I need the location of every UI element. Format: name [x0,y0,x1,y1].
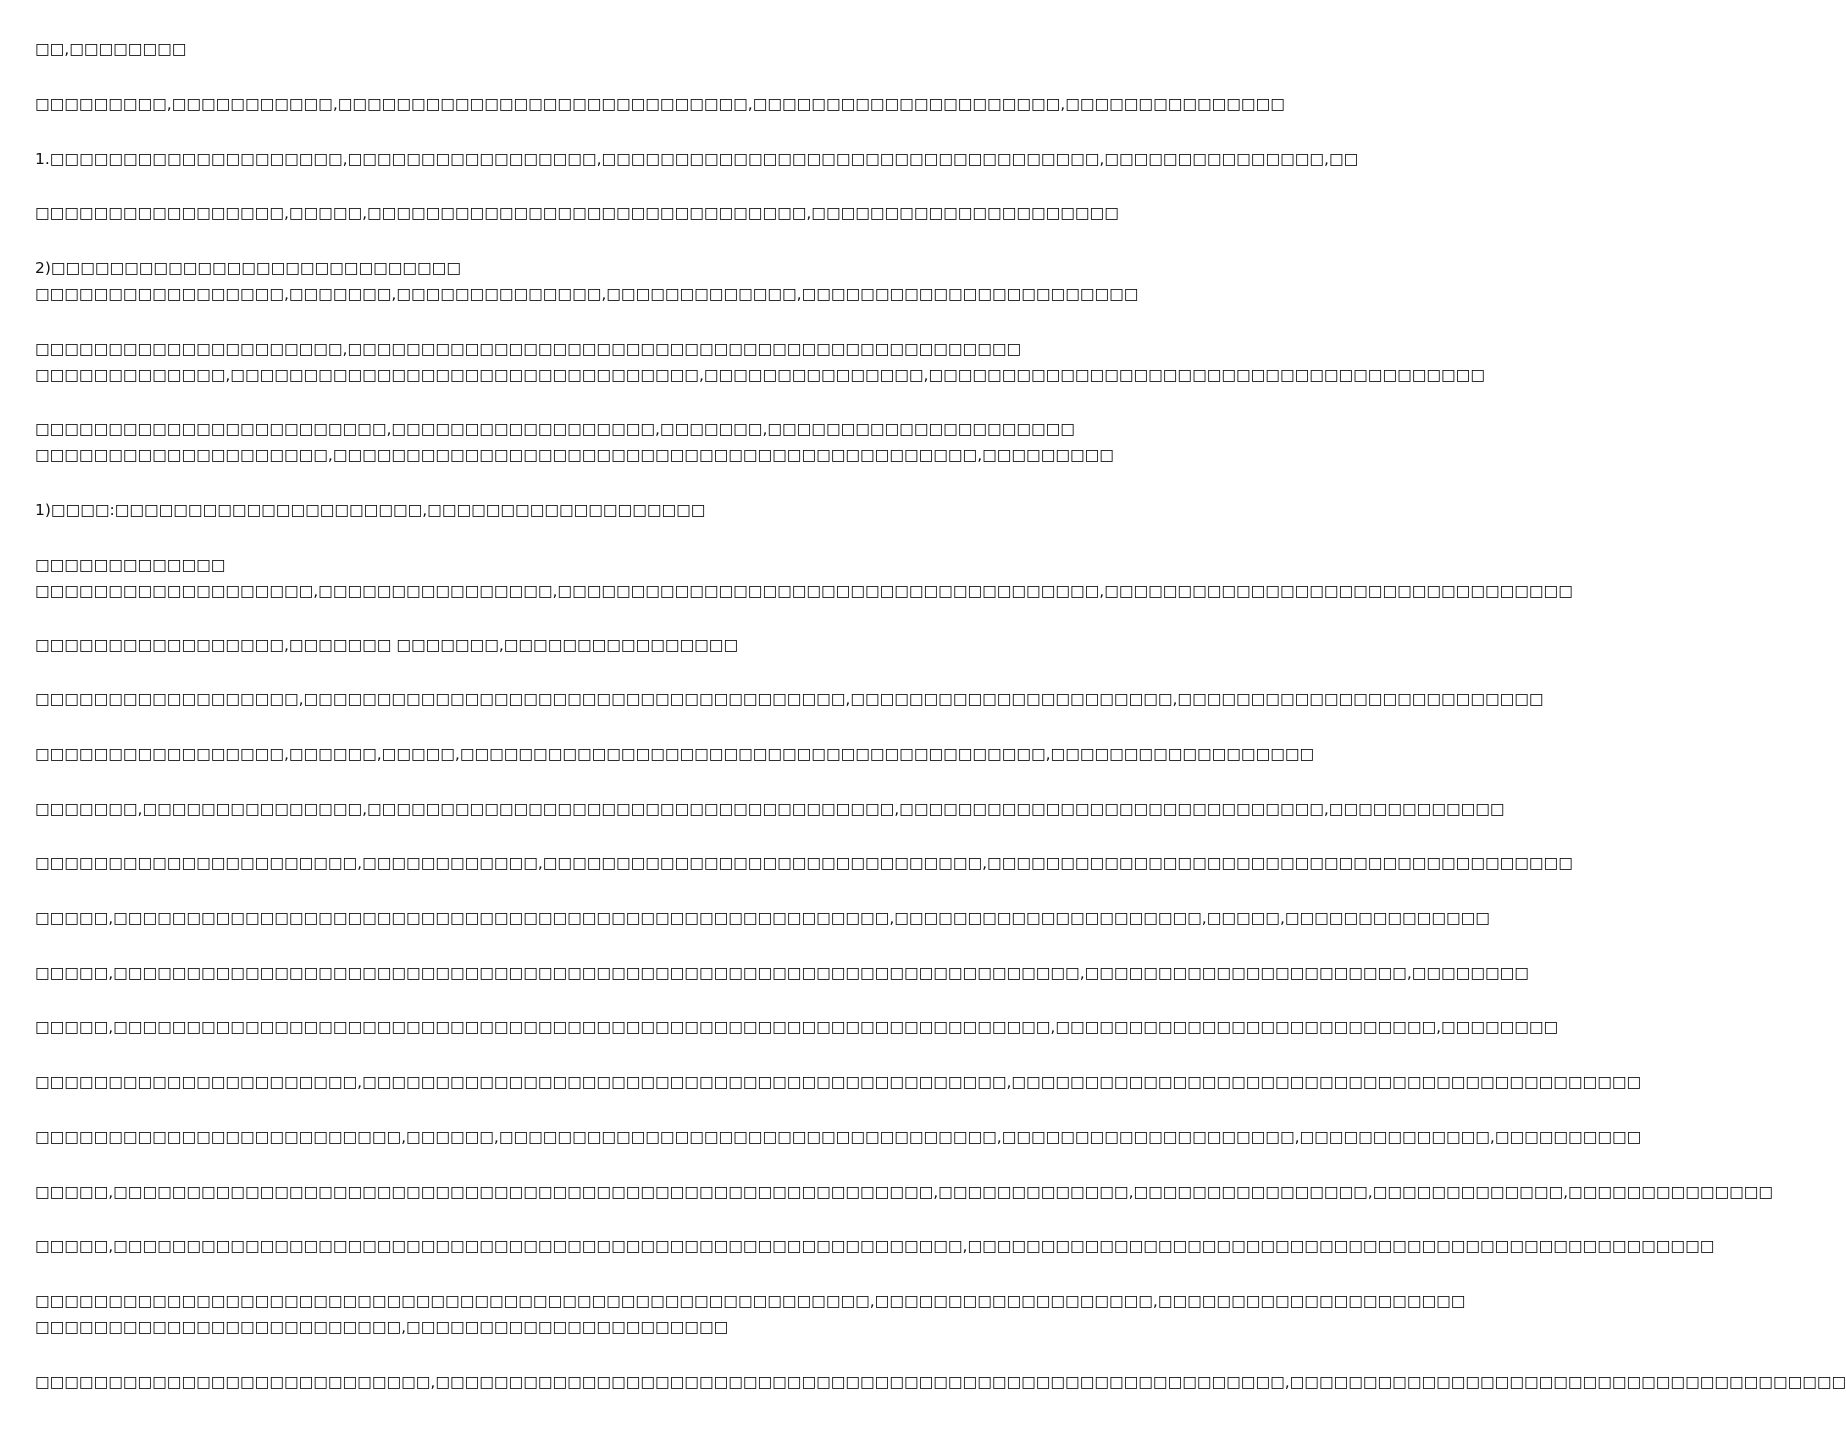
text-line: □□□□□□□□□□□□□□□□□□□□□,□□□□□□□□□□□□□□□□□□□□□□□□□□□□□□□□□□□□□□□□□□□□□□ [35,340,1022,358]
text-line: □□□□□□□□□□□□□□□□□,□□□□□□□,□□□□□□□□□□□□□□,□□□□□□□□□□□□□,□□□□□□□□□□□□□□□□□□□□□□□ [35,285,1139,303]
paragraph [35,1069,1641,1095]
paragraph [35,36,186,62]
paragraph [35,255,1138,307]
paragraph [35,632,738,658]
text-line: □□□□□□□□□□□□□□□□□,□□□□□□,□□□□□,□□□□□□□□□□□□□□□□□□□□□□□□□□□□□□□□□□□□□□□□,□□□□□□□□□□□□□□□□□□ [35,745,1315,763]
text-line: 1)□□□□:□□□□□□□□□□□□□□□□□□□□□,□□□□□□□□□□□□□□□□□□□ [35,501,706,519]
text-line: □□□□□,□□□□□□□□□□□□□□□□□□□□□□□□□□□□□□□□□□□□□□□□□□□□□□□□□□□□□□□□□□,□□□□□□□□□□□□□□□□□□□□□□□□□□□□□□□□□□□□□□□□□□□□□□□□□□□ [35,1237,1715,1255]
text-line: □□□□□□□□□□□□□□□□□□□□□□,□□□□□□□□□□□□□□□□□□□□□□□□□□□□□□□□□□□□□□□□□□□□,□□□□□□□□□□□□□□□□□□□□□□□□□□□□□□□□□□□□□□□□□□□ [35,1073,1642,1091]
paragraph [35,1124,1641,1150]
text-line: □□□□□□□□□□□□□□□□□,□□□□□,□□□□□□□□□□□□□□□□□□□□□□□□□□□□□□,□□□□□□□□□□□□□□□□□□□□□ [35,204,1119,222]
paragraph [35,905,1490,931]
text-line: □□□□□□□□□□□□□□□□□□□□□□□□□□□□□□□□□□□□□□□□□□□□□□□□□□□□□□□□□,□□□□□□□□□□□□□□□□□□□,□□□□□□□□□□□□□□□□□□□□□ [35,1292,1466,1310]
text-line: □□□□□□□□□□□□□ [35,556,226,574]
paragraph [35,741,1314,767]
text-line: □□,□□□□□□□□ [35,40,187,58]
text-line: □□□□□,□□□□□□□□□□□□□□□□□□□□□□□□□□□□□□□□□□□□□□□□□□□□□□□□□□□□□□□□□□□□□□□□,□□□□□□□□□□□□□□□□□□□□□□□□□□,□□□□□□□□ [35,1018,1559,1036]
text-line: □□□□□□□□□□□□□□□□□□□□□□□□□,□□□□□□□□□□□□□□□□□□□□□□ [35,1318,729,1336]
paragraph [35,960,1529,986]
paragraph [35,336,1485,388]
text-line: □□□□□□□□□□□□□□□□□□□□,□□□□□□□□□□□□□□□□□□□□□□□□□□□□□□□□□□□□□□□□□□□□,□□□□□□□□□ [35,446,1114,464]
text-line: □□□□□□□,□□□□□□□□□□□□□□□,□□□□□□□□□□□□□□□□□□□□□□□□□□□□□□□□□□□□,□□□□□□□□□□□□□□□□□□□□□□□□□□□□□,□□□□□□□□□□□□ [35,800,1505,818]
text-line: 2)□□□□□□□□□□□□□□□□□□□□□□□□□□□□ [35,259,461,277]
paragraph [35,686,1544,712]
paragraph [35,1369,1846,1395]
paragraph [35,146,1358,172]
paragraph [35,796,1505,822]
paragraph [35,1288,1465,1340]
text-line: □□□□□□□□□,□□□□□□□□□□□,□□□□□□□□□□□□□□□□□□□□□□□□□□□□,□□□□□□□□□□□□□□□□□□□□□,□□□□□□□□□□□□□□□ [35,95,1285,113]
text-line: □□□□□□□□□□□□□□□□□□□□□□□□,□□□□□□□□□□□□□□□□□□,□□□□□□□,□□□□□□□□□□□□□□□□□□□□□ [35,420,1075,438]
document-body [35,0,1846,1449]
paragraph [35,1233,1714,1259]
paragraph [35,850,1573,876]
text-line: 1.□□□□□□□□□□□□□□□□□□□□,□□□□□□□□□□□□□□□□□,□□□□□□□□□□□□□□□□□□□□□□□□□□□□□□□□□□,□□□□□□□□□□□□□□□,□□ [35,150,1359,168]
paragraph [35,91,1285,117]
text-line: □□□□□□□□□□□□□□□□□□□□□□□□□,□□□□□□,□□□□□□□□□□□□□□□□□□□□□□□□□□□□□□□□□□,□□□□□□□□□□□□□□□□□□□□,□□□□□□□□□□□□□,□□□□□□□□□□ [35,1128,1642,1146]
text-line: □□□□□□□□□□□□□□□□□□□,□□□□□□□□□□□□□□□□,□□□□□□□□□□□□□□□□□□□□□□□□□□□□□□□□□□□□□,□□□□□□□□□□□□□□□□□□□□□□□□□□□□□□□□ [35,582,1573,600]
text-line: □□□□□,□□□□□□□□□□□□□□□□□□□□□□□□□□□□□□□□□□□□□□□□□□□□□□□□□□□□□□□□□□□□□□□□□□,□□□□□□□□□□□□□□□□□□□□□□,□□□□□□□□ [35,964,1529,982]
paragraph [35,200,1119,226]
text-line: □□□□□□□□□□□□□□□□□□,□□□□□□□□□□□□□□□□□□□□□□□□□□□□□□□□□□□□□,□□□□□□□□□□□□□□□□□□□□□□,□□□□□□□□□□□□□□□□□□□□□□□□□ [35,690,1544,708]
paragraph [35,1014,1558,1040]
text-line: □□□□□,□□□□□□□□□□□□□□□□□□□□□□□□□□□□□□□□□□□□□□□□□□□□□□□□□□□□□□□□,□□□□□□□□□□□□□,□□□□□□□□□□□□□□□□,□□□□□□□□□□□□□,□□□□□□□□□□□□□□ [35,1183,1774,1201]
paragraph [35,1179,1773,1205]
paragraph [35,552,1573,604]
paragraph [35,497,705,523]
text-line: □□□□□,□□□□□□□□□□□□□□□□□□□□□□□□□□□□□□□□□□□□□□□□□□□□□□□□□□□□□,□□□□□□□□□□□□□□□□□□□□□,□□□□□,□□□□□□□□□□□□□□ [35,909,1490,927]
text-line: □□□□□□□□□□□□□□□□□,□□□□□□□ □□□□□□□,□□□□□□□□□□□□□□□□ [35,636,739,654]
text-line: □□□□□□□□□□□□□□□□□□□□□□,□□□□□□□□□□□□,□□□□□□□□□□□□□□□□□□□□□□□□□□□□□□,□□□□□□□□□□□□□□□□□□□□□□□□□□□□□□□□□□□□□□□□ [35,854,1573,872]
text-line: □□□□□□□□□□□□□□□□□□□□□□□□□□□,□□□□□□□□□□□□□□□□□□□□□□□□□□□□□□□□□□□□□□□□□□□□□□□□□□□□□□□□□□,□□□□□□□□□□□□□□□□□□□□□□□□□□□□□□□□□□□□□□ [35,1373,1846,1391]
paragraph [35,416,1114,468]
text-line: □□□□□□□□□□□□□,□□□□□□□□□□□□□□□□□□□□□□□□□□□□□□□□,□□□□□□□□□□□□□□□,□□□□□□□□□□□□□□□□□□□□□□□□□□□□□□□□□□□□□□ [35,366,1485,384]
